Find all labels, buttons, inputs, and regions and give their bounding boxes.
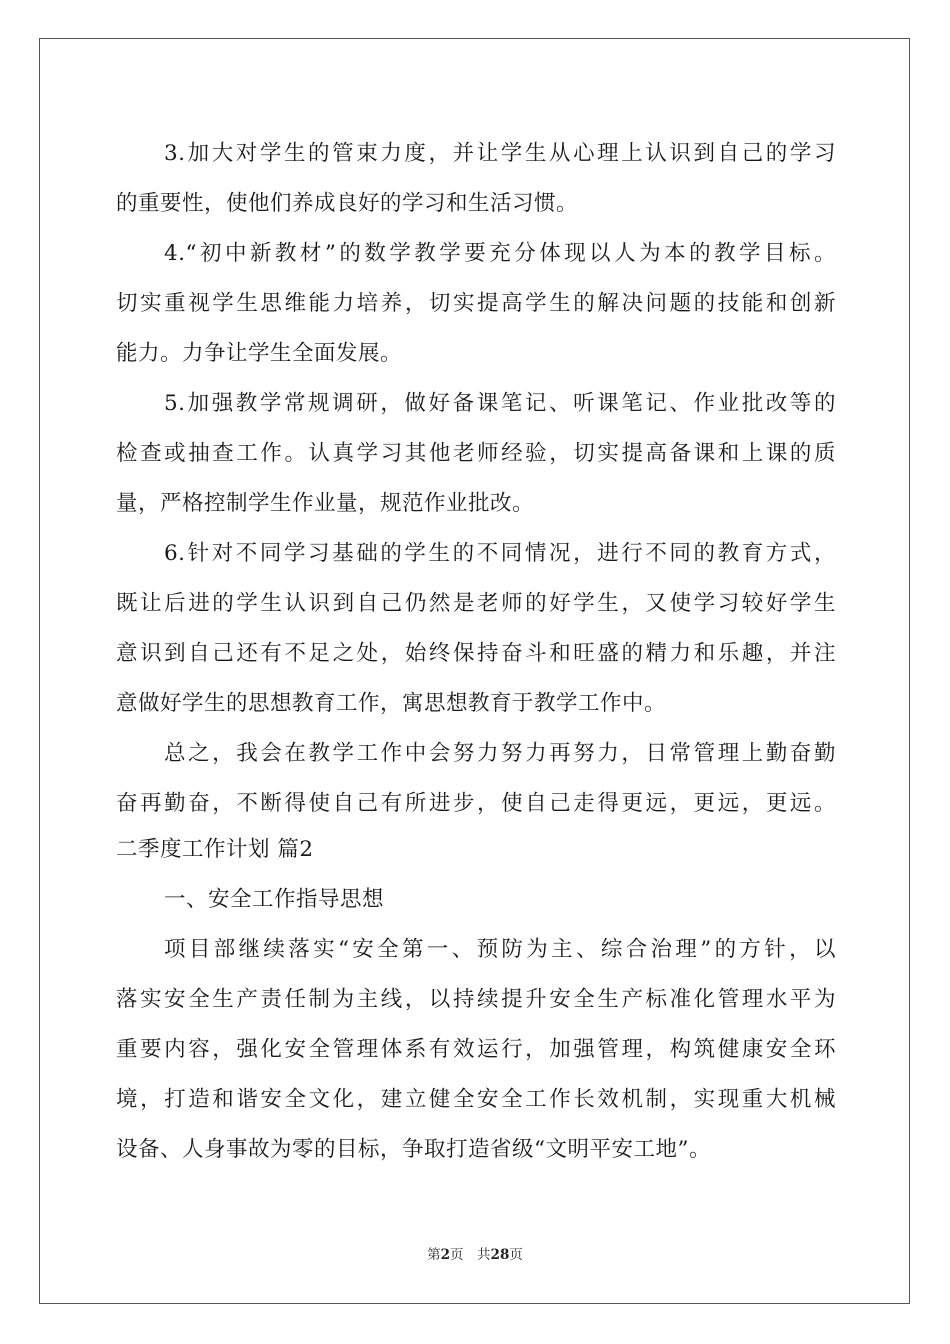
paragraph-line: 设备、人身事故为零的目标，争取打造省级“文明平安工地”。 (116, 1137, 711, 1162)
subsection-heading: 一、安全工作指导思想 (164, 887, 385, 912)
footer-suffix: 页 (509, 1247, 523, 1263)
paragraph-line: 检查或抽查工作。认真学习其他老师经验，切实提高备课和上课的质 (116, 441, 836, 466)
paragraph-line: 总之，我会在教学工作中会努力努力再努力，日常管理上勤奋勤 (164, 741, 836, 766)
paragraph-line: 3.加大对学生的管束力度，并让学生从心理上认识到自己的学习 (164, 141, 836, 166)
paragraph-line: 意识到自己还有不足之处，始终保持奋斗和旺盛的精力和乐趣，并注 (116, 641, 836, 666)
total-page-count: 28 (490, 1247, 510, 1263)
paragraph-line: 项目部继续落实“安全第一、预防为主、综合治理”的方针，以 (164, 937, 836, 962)
paragraph-line: 奋再勤奋，不断得使自己有所进步，使自己走得更远，更远，更远。 (116, 791, 836, 816)
page-footer (0, 1243, 950, 1263)
paragraph-line: 6.针对不同学习基础的学生的不同情况，进行不同的教育方式， (164, 541, 836, 566)
paragraph-line: 量，严格控制学生作业量，规范作业批改。 (116, 491, 535, 516)
paragraph-line: 境，打造和谐安全文化，建立健全安全工作长效机制，实现重大机械 (116, 1087, 836, 1112)
paragraph-line: 4.“初中新教材”的数学教学要充分体现以人为本的教学目标。 (164, 241, 836, 266)
footer-mid: 页 共 (450, 1247, 491, 1263)
paragraph-line: 的重要性，使他们养成良好的学习和生活习惯。 (116, 191, 579, 216)
page-border (39, 38, 910, 1304)
paragraph-line: 能力。力争让学生全面发展。 (116, 341, 403, 366)
paragraph-line: 落实安全生产责任制为主线，以持续提升安全生产标准化管理水平为 (116, 987, 836, 1012)
paragraph-line: 5.加强教学常规调研，做好备课笔记、听课笔记、作业批改等的 (164, 391, 836, 416)
paragraph-line: 重要内容，强化安全管理体系有效运行，加强管理，构筑健康安全环 (116, 1037, 836, 1062)
footer-prefix: 第 (427, 1247, 441, 1263)
paragraph-line: 既让后进的学生认识到自己仍然是老师的好学生，又使学习较好学生 (116, 591, 836, 616)
current-page-number: 2 (440, 1247, 451, 1263)
section-heading: 二季度工作计划 篇2 (116, 837, 314, 862)
paragraph-line: 意做好学生的思想教育工作，寓思想教育于教学工作中。 (116, 691, 667, 716)
paragraph-line: 切实重视学生思维能力培养，切实提高学生的解决问题的技能和创新 (116, 291, 836, 316)
